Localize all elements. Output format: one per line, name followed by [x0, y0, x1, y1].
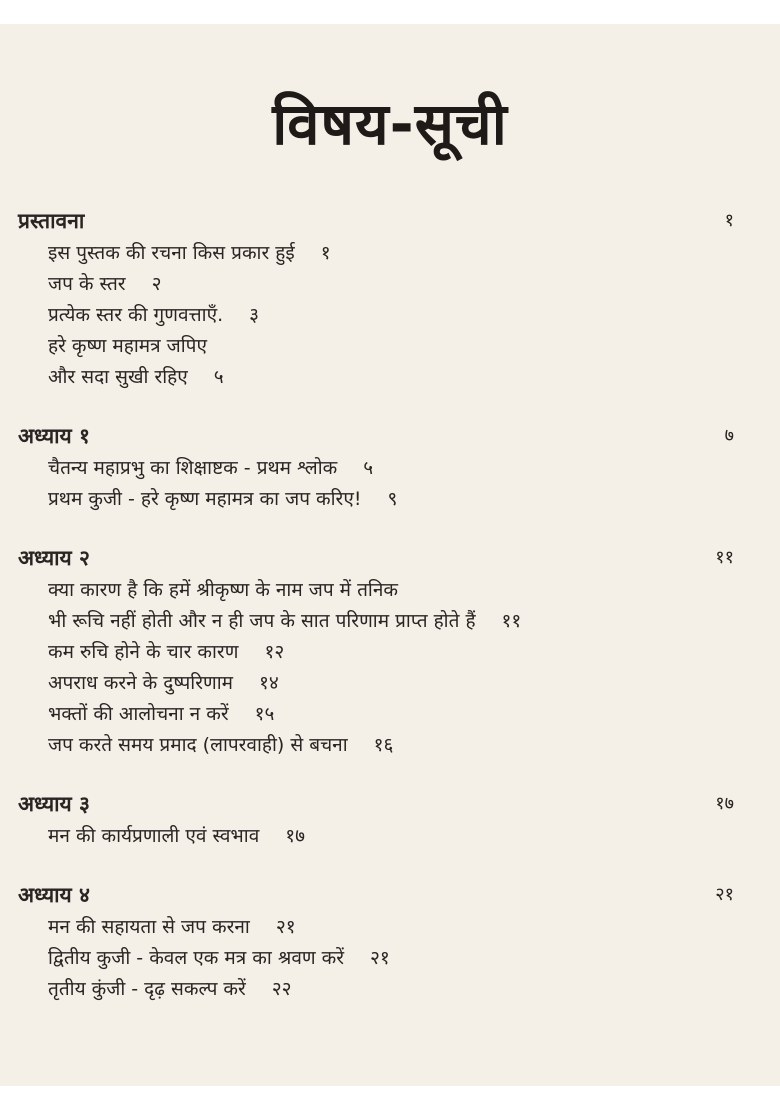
toc-entry	[18, 974, 738, 1005]
table-of-contents	[18, 204, 738, 1031]
entry-title: क्या कारण है कि हमें श्रीकृष्ण के नाम जप में तनिक	[48, 579, 398, 601]
entry-page-number: २	[151, 273, 162, 295]
section-heading-row	[18, 419, 738, 453]
entry-page-number: २१	[275, 916, 296, 938]
entry-title: अपराध करने के दुष्परिणाम	[48, 672, 234, 694]
book-page	[0, 24, 780, 1086]
entry-page-number: १	[320, 242, 331, 264]
section-heading: अध्याय २	[18, 546, 90, 570]
entry-title: तृतीय कुंजी - दृढ़ सकल्प करें	[48, 978, 246, 1000]
toc-entry	[18, 912, 738, 943]
entry-title: चैतन्य महाप्रभु का शिक्षाष्टक - प्रथम श्लोक	[48, 457, 338, 479]
toc-section	[18, 787, 738, 852]
entry-page-number: १२	[264, 641, 285, 663]
section-page-number: ११	[715, 547, 734, 568]
entry-page-number: १७	[285, 825, 306, 847]
entry-page-number: १४	[259, 672, 279, 694]
section-heading-row	[18, 878, 738, 912]
entry-title: मन की कार्यप्रणाली एवं स्वभाव	[48, 825, 260, 847]
toc-entry	[18, 730, 738, 761]
toc-section	[18, 541, 738, 761]
toc-entry	[18, 637, 738, 668]
toc-entry	[18, 943, 738, 974]
entry-title: मन की सहायता से जप करना	[48, 916, 250, 938]
entry-page-number: ११	[501, 610, 522, 632]
toc-entry	[18, 238, 738, 269]
entry-title: जप करते समय प्रमाद (लापरवाही) से बचना	[48, 734, 348, 756]
section-heading: अध्याय ३	[18, 792, 90, 816]
entry-page-number: १५	[254, 703, 275, 725]
section-heading-row	[18, 541, 738, 575]
entry-title: कम रुचि होने के चार कारण	[48, 641, 239, 663]
entry-title: द्वितीय कुजी - केवल एक मत्र का श्रवण करें	[48, 947, 345, 969]
section-page-number: १७	[715, 793, 734, 814]
entry-page-number: २१	[370, 947, 390, 969]
section-heading-row	[18, 204, 738, 238]
entry-page-number: ५	[363, 457, 374, 479]
toc-entry	[18, 699, 738, 730]
entry-title: भक्तों की आलोचना न करें	[48, 703, 229, 725]
toc-section	[18, 419, 738, 515]
toc-entry	[18, 668, 738, 699]
entry-page-number: १६	[373, 734, 394, 756]
entry-title: और सदा सुखी रहिए	[48, 366, 188, 388]
entry-page-number: ३	[249, 304, 260, 326]
entry-title: भी रूचि नहीं होती और न ही जप के सात परिणाम प्राप्त होते हैं	[48, 610, 476, 632]
entry-title: प्रत्येक स्तर की गुणवत्ताएँ.	[48, 304, 224, 326]
entry-page-number: ९	[387, 488, 398, 510]
toc-entry	[18, 606, 738, 637]
toc-section	[18, 878, 738, 1005]
section-heading: अध्याय १	[18, 424, 90, 448]
page-title: विषय-सूची	[272, 90, 508, 158]
toc-entry	[18, 362, 738, 393]
section-heading: अध्याय ४	[18, 883, 90, 907]
toc-entry	[18, 821, 738, 852]
section-page-number: ७	[724, 425, 734, 446]
section-heading: प्रस्तावना	[18, 209, 85, 233]
toc-entry	[18, 575, 738, 606]
section-page-number: २१	[715, 884, 734, 905]
section-heading-row	[18, 787, 738, 821]
toc-entry	[18, 484, 738, 515]
entry-title: इस पुस्तक की रचना किस प्रकार हुई	[48, 242, 295, 264]
section-page-number: १	[724, 210, 734, 231]
entry-page-number: २२	[271, 978, 292, 1000]
toc-entry	[18, 453, 738, 484]
toc-entry	[18, 300, 738, 331]
toc-entry	[18, 331, 738, 362]
toc-section	[18, 204, 738, 393]
entry-title: जप के स्तर	[48, 273, 126, 295]
entry-title: हरे कृष्ण महामत्र जपिए	[48, 335, 207, 357]
toc-entry	[18, 269, 738, 300]
entry-page-number: ५	[213, 366, 224, 388]
entry-title: प्रथम कुजी - हरे कृष्ण महामत्र का जप करिए!	[48, 488, 362, 510]
